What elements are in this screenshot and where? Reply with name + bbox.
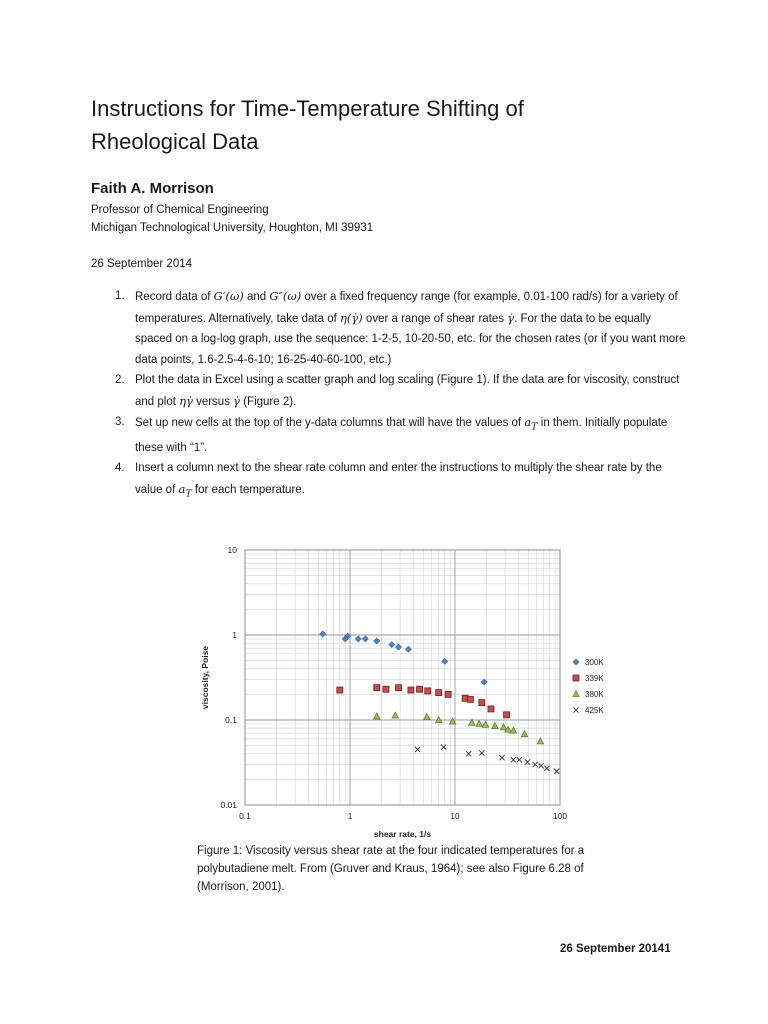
math-g-prime: G′(ω) (213, 289, 244, 303)
data-point-339k (337, 687, 343, 693)
x-tick-label: 10 (450, 811, 460, 821)
math-eta-gamma-dot: ηγ̇ (179, 393, 193, 408)
step-text: over a fixed frequency range (for example, 0.01-100 rad/s) for a variety of temperatures. Alternatively, take data of (135, 291, 678, 325)
math-a-t (524, 415, 538, 433)
plot-area (245, 550, 560, 805)
figure-caption: Figure 1: Viscosity versus shear rate at the four indicated temperatures for a polybutadiene melt. From (Gruver and Kraus, 1964); see also Figure 6.28 of (Morrison, 2001). (197, 845, 585, 893)
data-point-339k (436, 690, 442, 696)
y-tick-label: 10 (227, 545, 237, 555)
y-tick-label: 1 (232, 630, 237, 640)
step-text: Set up new cells at the top of the y-data columns that will have the values of (135, 417, 525, 429)
data-point-339k (445, 691, 451, 697)
title-line-1: Instructions for Time-Temperature Shifting of (91, 96, 524, 121)
math-subscript-t: T (531, 421, 538, 433)
data-point-339k (374, 685, 380, 691)
step-text: . For the data to be equally spaced on a log-log graph, use the sequence: 1-2-5, 10-20-50, etc. for the chosen rates (or if you want more data points, 1.6-2.5-4-6-10; 16-25-40-60-100, etc.) (135, 312, 686, 366)
step-text: Plot the data in Excel using a scatter graph and log scaling (Figure 1). If the data are for viscosity, construct and plot (135, 374, 680, 408)
math-eta-of-gamma-dot: η(γ̇) (339, 310, 363, 325)
data-point-339k (467, 696, 473, 702)
math-gamma-dot: γ̇ (233, 393, 241, 408)
math-g-double-prime: G″(ω) (269, 289, 302, 303)
step-text: versus (192, 395, 234, 408)
data-point-339k (479, 700, 485, 706)
data-point-339k (396, 685, 402, 691)
affiliation-title: Professor of Chemical Engineering (91, 204, 269, 216)
legend-marker-380k (573, 691, 580, 697)
step-text: Insert a column next to the shear rate column and enter the instructions to multiply the shear rate by the value of (135, 462, 662, 496)
step-text: over a range of shear rates (362, 312, 508, 325)
legend-label-300k: 300K (585, 658, 604, 667)
step-text: Record data of (135, 291, 214, 303)
document-date: 26 September 2014 (91, 258, 193, 270)
math-a: a (178, 481, 186, 496)
author-name: Faith A. Morrison (91, 180, 214, 197)
data-point-339k (408, 687, 414, 693)
page-footer: 26 September 20141 (560, 943, 671, 955)
step-text: and (243, 291, 270, 303)
legend-label-380k: 380K (585, 690, 604, 699)
x-tick-label: 1 (347, 811, 353, 821)
x-axis-title: shear rate, 1/s (373, 829, 432, 839)
y-tick-label: 0.01 (220, 800, 237, 810)
math-gamma-dot: γ̇ (507, 310, 515, 325)
data-point-339k (417, 686, 423, 692)
data-point-339k (425, 688, 431, 694)
list-item-number: 4. (115, 462, 125, 475)
data-point-339k (383, 686, 389, 692)
list-item-number: 2. (115, 374, 125, 386)
instruction-list (91, 286, 691, 505)
legend-marker-300k (573, 659, 579, 665)
math-a-t (178, 481, 192, 500)
x-tick-label: 100 (552, 811, 568, 821)
legend-marker-425k (573, 707, 578, 712)
step-text: (Figure 2). (240, 395, 297, 408)
math-a: a (524, 415, 532, 429)
list-item (91, 370, 691, 412)
list-item (91, 412, 691, 458)
list-item-number: 1. (115, 290, 125, 302)
math-subscript-t: T (185, 488, 192, 500)
list-item (91, 458, 691, 504)
x-tick-label: 0.1 (239, 811, 251, 821)
affiliation-institution: Michigan Technological University, Houghton, MI 39931 (91, 222, 374, 234)
list-item-number: 3. (115, 416, 125, 428)
list-item (91, 286, 691, 370)
figure-1-chart (193, 538, 613, 840)
step-text: for each temperature. (191, 483, 305, 496)
y-tick-label: 0.1 (225, 715, 237, 725)
y-axis-title: viscosity, Poise (200, 645, 210, 710)
document-title (91, 92, 651, 158)
legend-label-339k: 339K (585, 674, 604, 683)
step-text: in them. Initially populate these with “1”. (135, 417, 668, 454)
title-line-2: Rheological Data (91, 129, 259, 154)
data-point-339k (488, 706, 494, 712)
data-point-339k (504, 712, 510, 718)
author-affiliation (91, 201, 373, 237)
viscosity-chart-svg (193, 538, 613, 840)
legend-marker-339k (573, 675, 579, 681)
legend-label-425k: 425K (585, 706, 604, 715)
